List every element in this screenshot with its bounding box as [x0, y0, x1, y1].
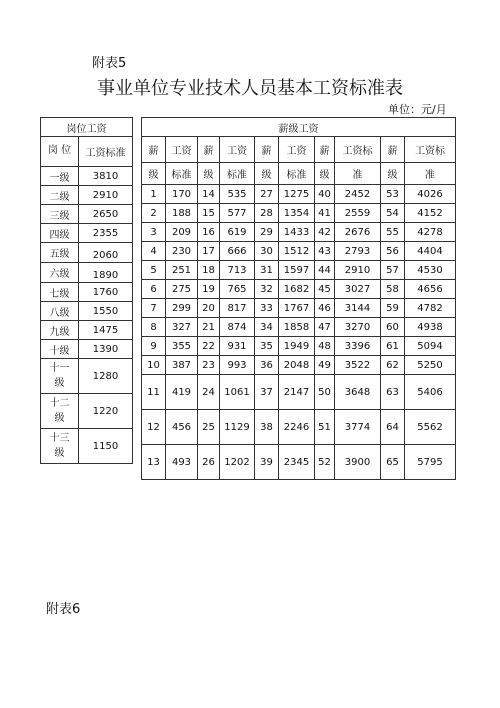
grade-number-header: 薪 — [315, 137, 335, 163]
table-row — [142, 410, 456, 445]
grade-amount-cell: 4938 — [405, 318, 456, 337]
post-grade-cell — [41, 359, 79, 394]
grade-amount-cell: 4404 — [405, 242, 456, 261]
grade-amount-cell: 4026 — [405, 185, 456, 204]
grade-amount-cell: 1858 — [279, 318, 315, 337]
grade-amount-cell: 5406 — [405, 375, 456, 410]
post-grade-cell: 一级 — [41, 167, 79, 186]
table-row — [41, 224, 133, 243]
grade-number-cell: 53 — [381, 185, 405, 204]
post-amount-cell: 1550 — [79, 302, 133, 321]
grade-number-cell: 56 — [381, 242, 405, 261]
grade-standard-header: 工资标 — [335, 137, 381, 163]
table-row — [41, 321, 133, 340]
grade-standard-header: 工资 — [166, 137, 198, 163]
grade-amount-cell: 3396 — [335, 337, 381, 356]
grade-number-cell: 44 — [315, 261, 335, 280]
grade-number-cell: 50 — [315, 375, 335, 410]
table-row — [41, 302, 133, 321]
grade-number-cell: 17 — [198, 242, 220, 261]
grade-amount-cell: 299 — [166, 299, 198, 318]
post-salary-header: 岗位工资 — [41, 118, 133, 137]
post-amount-cell: 1760 — [79, 283, 133, 302]
grade-number-cell: 28 — [255, 204, 279, 223]
grade-number-cell: 7 — [142, 299, 166, 318]
grade-amount-cell: 2559 — [335, 204, 381, 223]
post-grade-cell — [41, 394, 79, 429]
post-amount-cell: 1890 — [79, 263, 133, 283]
grade-number-header: 级 — [142, 163, 166, 185]
grade-number-cell: 45 — [315, 280, 335, 299]
post-amount-cell: 2910 — [79, 186, 133, 205]
grade-standard-header: 标准 — [220, 163, 255, 185]
grade-number-cell: 49 — [315, 356, 335, 375]
grade-standard-header: 标准 — [279, 163, 315, 185]
annex-6-label: 附表6 — [46, 602, 81, 617]
table-row — [41, 243, 133, 263]
grade-amount-cell: 3144 — [335, 299, 381, 318]
grade-number-cell: 39 — [255, 445, 279, 480]
grade-number-header: 级 — [255, 163, 279, 185]
grade-amount-cell: 4782 — [405, 299, 456, 318]
table-row — [41, 205, 133, 224]
grade-amount-cell: 1682 — [279, 280, 315, 299]
grade-salary-table — [141, 117, 456, 480]
grade-amount-cell: 2147 — [279, 375, 315, 410]
post-amount-cell: 1390 — [79, 340, 133, 359]
grade-number-cell: 18 — [198, 261, 220, 280]
grade-number-cell: 47 — [315, 318, 335, 337]
post-amount-cell: 2650 — [79, 205, 133, 224]
grade-number-cell: 52 — [315, 445, 335, 480]
grade-number-cell: 60 — [381, 318, 405, 337]
grade-number-cell: 5 — [142, 261, 166, 280]
post-grade-cell: 九级 — [41, 321, 79, 340]
table-row — [142, 318, 456, 337]
grade-standard-header: 工资 — [220, 137, 255, 163]
grade-number-header: 级 — [381, 163, 405, 185]
grade-number-cell: 37 — [255, 375, 279, 410]
grade-amount-cell: 2345 — [279, 445, 315, 480]
table-row — [41, 283, 133, 302]
grade-amount-cell: 993 — [220, 356, 255, 375]
grade-number-cell: 19 — [198, 280, 220, 299]
grade-amount-cell: 3900 — [335, 445, 381, 480]
grade-amount-cell: 5562 — [405, 410, 456, 445]
grade-number-cell: 1 — [142, 185, 166, 204]
grade-number-cell: 42 — [315, 223, 335, 242]
grade-number-header: 薪 — [381, 137, 405, 163]
grade-amount-cell: 2910 — [335, 261, 381, 280]
grade-amount-cell: 5094 — [405, 337, 456, 356]
table-row — [41, 394, 133, 429]
table-row — [142, 356, 456, 375]
grade-number-cell: 64 — [381, 410, 405, 445]
post-amount-cell: 2355 — [79, 224, 133, 243]
grade-number-cell: 8 — [142, 318, 166, 337]
annex-5-label: 附表5 — [92, 56, 127, 71]
grade-number-cell: 26 — [198, 445, 220, 480]
grade-amount-cell: 230 — [166, 242, 198, 261]
grade-amount-cell: 188 — [166, 204, 198, 223]
grade-number-cell: 6 — [142, 280, 166, 299]
grade-number-header: 薪 — [142, 137, 166, 163]
post-grade-cell — [41, 429, 79, 464]
post-grade-top: 十二 — [49, 398, 70, 409]
grade-amount-cell: 1512 — [279, 242, 315, 261]
grade-amount-cell: 1202 — [220, 445, 255, 480]
grade-number-cell: 13 — [142, 445, 166, 480]
post-amount-cell: 2060 — [79, 243, 133, 263]
grade-amount-cell: 170 — [166, 185, 198, 204]
grade-number-cell: 62 — [381, 356, 405, 375]
grade-number-cell: 10 — [142, 356, 166, 375]
grade-amount-cell: 4656 — [405, 280, 456, 299]
grade-number-cell: 31 — [255, 261, 279, 280]
grade-number-cell: 65 — [381, 445, 405, 480]
grade-number-cell: 43 — [315, 242, 335, 261]
grade-amount-cell: 419 — [166, 375, 198, 410]
grade-standard-header: 准 — [405, 163, 456, 185]
grade-number-header: 级 — [198, 163, 220, 185]
grade-number-cell: 54 — [381, 204, 405, 223]
grade-number-cell: 36 — [255, 356, 279, 375]
grade-number-cell: 40 — [315, 185, 335, 204]
grade-amount-cell: 3522 — [335, 356, 381, 375]
grade-amount-cell: 1949 — [279, 337, 315, 356]
grade-amount-cell: 577 — [220, 204, 255, 223]
post-grade-cell: 七级 — [41, 283, 79, 302]
table-row — [142, 337, 456, 356]
grade-amount-cell: 666 — [220, 242, 255, 261]
position-column-header: 岗 位 — [41, 137, 79, 167]
grade-amount-cell: 4530 — [405, 261, 456, 280]
grade-number-cell: 9 — [142, 337, 166, 356]
grade-amount-cell: 535 — [220, 185, 255, 204]
grade-number-cell: 58 — [381, 280, 405, 299]
grade-standard-header: 标准 — [166, 163, 198, 185]
grade-number-cell: 30 — [255, 242, 279, 261]
grade-number-cell: 3 — [142, 223, 166, 242]
grade-amount-cell: 355 — [166, 337, 198, 356]
grade-number-cell: 55 — [381, 223, 405, 242]
grade-amount-cell: 817 — [220, 299, 255, 318]
grade-salary-header: 薪级工资 — [142, 118, 456, 137]
post-grade-cell: 八级 — [41, 302, 79, 321]
post-grade-bottom: 级 — [54, 448, 65, 459]
table-row — [142, 223, 456, 242]
standard-column-header: 工资标准 — [79, 137, 133, 167]
post-grade-cell: 二级 — [41, 186, 79, 205]
post-grade-top: 十三 — [49, 433, 70, 444]
post-amount-cell: 3810 — [79, 167, 133, 186]
grade-number-cell: 14 — [198, 185, 220, 204]
grade-amount-cell: 931 — [220, 337, 255, 356]
grade-amount-cell: 5795 — [405, 445, 456, 480]
table-row — [41, 167, 133, 186]
grade-amount-cell: 4152 — [405, 204, 456, 223]
grade-number-cell: 51 — [315, 410, 335, 445]
grade-amount-cell: 765 — [220, 280, 255, 299]
grade-number-cell: 2 — [142, 204, 166, 223]
grade-amount-cell: 2048 — [279, 356, 315, 375]
grade-amount-cell: 275 — [166, 280, 198, 299]
grade-amount-cell: 1767 — [279, 299, 315, 318]
post-amount-cell: 1220 — [79, 394, 133, 429]
post-grade-cell: 四级 — [41, 224, 79, 243]
grade-amount-cell: 456 — [166, 410, 198, 445]
grade-amount-cell: 2452 — [335, 185, 381, 204]
table-row — [142, 280, 456, 299]
grade-amount-cell: 4278 — [405, 223, 456, 242]
post-amount-cell: 1150 — [79, 429, 133, 464]
table-row — [142, 299, 456, 318]
grade-number-cell: 38 — [255, 410, 279, 445]
grade-number-cell: 32 — [255, 280, 279, 299]
table-row — [142, 204, 456, 223]
post-grade-cell: 六级 — [41, 263, 79, 283]
grade-amount-cell: 1275 — [279, 185, 315, 204]
grade-number-cell: 63 — [381, 375, 405, 410]
table-row — [41, 340, 133, 359]
grade-amount-cell: 1354 — [279, 204, 315, 223]
grade-standard-header: 工资 — [279, 137, 315, 163]
grade-amount-cell: 3027 — [335, 280, 381, 299]
grade-amount-cell: 1061 — [220, 375, 255, 410]
grade-number-cell: 33 — [255, 299, 279, 318]
table-row — [41, 186, 133, 205]
table-row — [142, 261, 456, 280]
grade-standard-header: 准 — [335, 163, 381, 185]
grade-amount-cell: 2793 — [335, 242, 381, 261]
grade-number-cell: 59 — [381, 299, 405, 318]
grade-amount-cell: 5250 — [405, 356, 456, 375]
grade-number-cell: 20 — [198, 299, 220, 318]
grade-amount-cell: 2246 — [279, 410, 315, 445]
table-row — [142, 375, 456, 410]
post-salary-table — [40, 117, 133, 464]
grade-number-header: 薪 — [255, 137, 279, 163]
grade-amount-cell: 1433 — [279, 223, 315, 242]
grade-number-header: 薪 — [198, 137, 220, 163]
post-amount-cell: 1280 — [79, 359, 133, 394]
table-row — [41, 359, 133, 394]
grade-number-cell: 46 — [315, 299, 335, 318]
grade-amount-cell: 1597 — [279, 261, 315, 280]
grade-amount-cell: 1129 — [220, 410, 255, 445]
grade-number-cell: 25 — [198, 410, 220, 445]
post-grade-cell: 三级 — [41, 205, 79, 224]
post-grade-bottom: 级 — [54, 413, 65, 424]
grade-amount-cell: 251 — [166, 261, 198, 280]
grade-number-cell: 27 — [255, 185, 279, 204]
grade-number-cell: 61 — [381, 337, 405, 356]
post-grade-bottom: 级 — [54, 378, 65, 389]
grade-standard-header: 工资标 — [405, 137, 456, 163]
grade-amount-cell: 3648 — [335, 375, 381, 410]
grade-number-cell: 57 — [381, 261, 405, 280]
post-amount-cell: 1475 — [79, 321, 133, 340]
grade-number-cell: 11 — [142, 375, 166, 410]
table-row — [142, 242, 456, 261]
grade-number-cell: 12 — [142, 410, 166, 445]
grade-amount-cell: 209 — [166, 223, 198, 242]
grade-number-cell: 23 — [198, 356, 220, 375]
unit-note: 单位：元/月 — [388, 103, 447, 116]
grade-number-cell: 34 — [255, 318, 279, 337]
grade-amount-cell: 619 — [220, 223, 255, 242]
table-row — [41, 263, 133, 283]
grade-amount-cell: 493 — [166, 445, 198, 480]
grade-number-header: 级 — [315, 163, 335, 185]
grade-number-cell: 22 — [198, 337, 220, 356]
grade-number-cell: 15 — [198, 204, 220, 223]
grade-number-cell: 21 — [198, 318, 220, 337]
grade-number-cell: 35 — [255, 337, 279, 356]
grade-amount-cell: 3774 — [335, 410, 381, 445]
grade-amount-cell: 387 — [166, 356, 198, 375]
post-grade-cell: 五级 — [41, 243, 79, 263]
grade-amount-cell: 327 — [166, 318, 198, 337]
grade-number-cell: 29 — [255, 223, 279, 242]
grade-amount-cell: 874 — [220, 318, 255, 337]
grade-number-cell: 24 — [198, 375, 220, 410]
grade-number-cell: 48 — [315, 337, 335, 356]
post-grade-cell: 十级 — [41, 340, 79, 359]
table-row — [142, 445, 456, 480]
grade-number-cell: 41 — [315, 204, 335, 223]
grade-number-cell: 16 — [198, 223, 220, 242]
post-grade-top: 十一 — [49, 363, 70, 374]
table-row — [41, 429, 133, 464]
grade-amount-cell: 713 — [220, 261, 255, 280]
grade-amount-cell: 3270 — [335, 318, 381, 337]
grade-number-cell: 4 — [142, 242, 166, 261]
table-row — [142, 185, 456, 204]
page-title: 事业单位专业技术人员基本工资标准表 — [97, 78, 403, 99]
grade-amount-cell: 2676 — [335, 223, 381, 242]
